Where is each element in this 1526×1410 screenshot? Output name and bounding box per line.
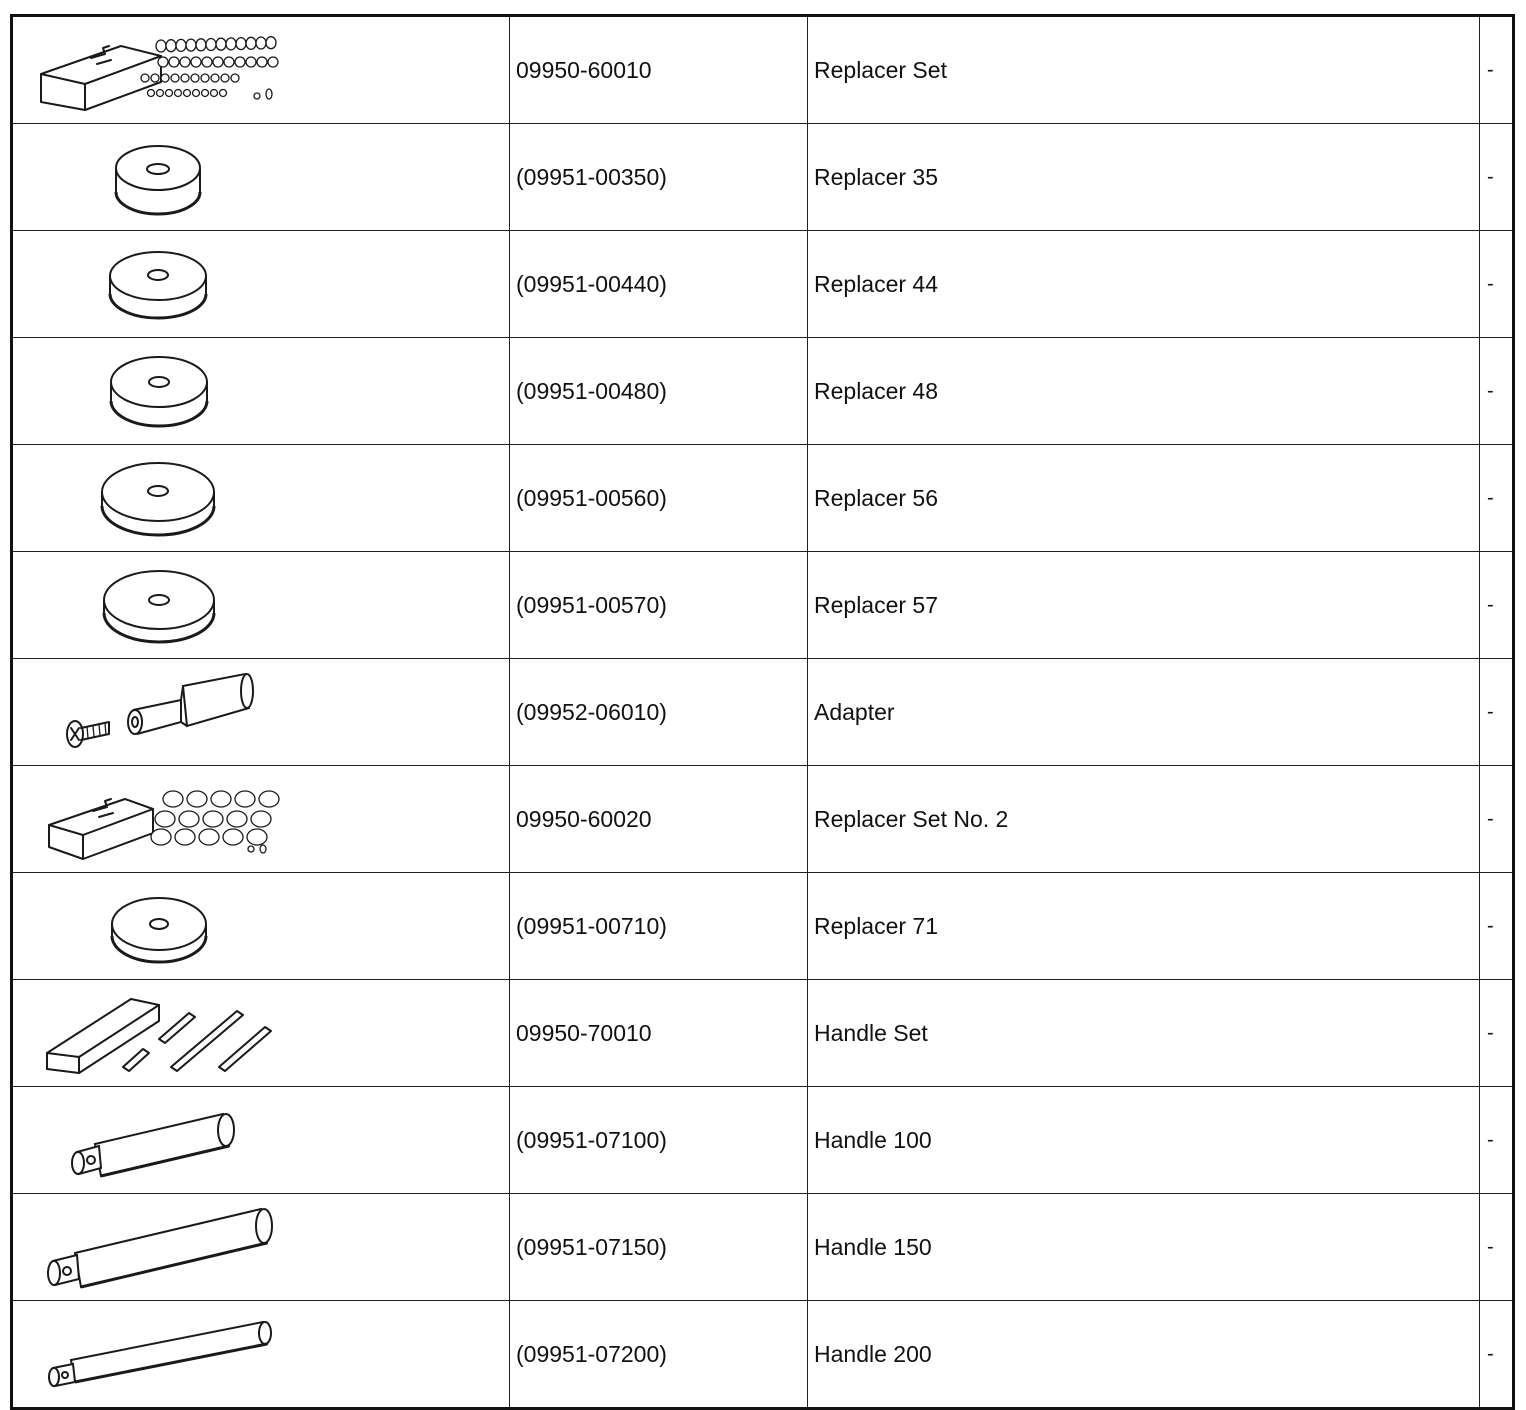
tool-number: (09951-00480) <box>510 338 808 445</box>
tool-name: Handle 200 <box>808 1301 1480 1409</box>
table-row <box>12 124 1514 231</box>
tool-illustration-cell <box>12 338 510 445</box>
tool-name: Replacer 71 <box>808 873 1480 980</box>
tool-extra: - <box>1480 338 1514 445</box>
tool-illustration-cell <box>12 124 510 231</box>
tool-illustration-cell <box>12 445 510 552</box>
table-row <box>12 1301 1514 1409</box>
tool-extra: - <box>1480 766 1514 873</box>
tool-name: Replacer Set <box>808 16 1480 124</box>
tool-number: 09950-60010 <box>510 16 808 124</box>
tool-illustration-cell <box>12 231 510 338</box>
table-row <box>12 338 1514 445</box>
tool-number: (09951-00350) <box>510 124 808 231</box>
tool-number: 09950-60020 <box>510 766 808 873</box>
replacer-disc-icon <box>13 446 509 550</box>
table-row <box>12 16 1514 124</box>
tool-illustration-cell <box>12 552 510 659</box>
tool-name: Adapter <box>808 659 1480 766</box>
tool-number: (09952-06010) <box>510 659 808 766</box>
replacer-disc-icon <box>13 553 509 657</box>
tool-extra: - <box>1480 445 1514 552</box>
tool-extra: - <box>1480 16 1514 124</box>
tool-extra: - <box>1480 1194 1514 1301</box>
table-row <box>12 552 1514 659</box>
tool-extra: - <box>1480 659 1514 766</box>
table-row <box>12 1087 1514 1194</box>
tool-number: (09951-07150) <box>510 1194 808 1301</box>
tool-name: Handle 150 <box>808 1194 1480 1301</box>
tool-illustration-cell <box>12 1194 510 1301</box>
tool-name: Replacer Set No. 2 <box>808 766 1480 873</box>
tool-illustration-cell <box>12 16 510 124</box>
tool-extra: - <box>1480 980 1514 1087</box>
handle-icon <box>13 1088 509 1192</box>
tool-name: Handle Set <box>808 980 1480 1087</box>
tool-name: Replacer 44 <box>808 231 1480 338</box>
tool-number: (09951-00440) <box>510 231 808 338</box>
table-row <box>12 445 1514 552</box>
replacer-disc-icon <box>13 125 509 229</box>
tool-name: Handle 100 <box>808 1087 1480 1194</box>
tool-illustration-cell <box>12 1087 510 1194</box>
tool-number: (09951-00570) <box>510 552 808 659</box>
replacer-disc-icon <box>13 874 509 978</box>
tool-illustration-cell <box>12 766 510 873</box>
replacer-disc-icon <box>13 232 509 336</box>
table-row <box>12 1194 1514 1301</box>
table-row <box>12 980 1514 1087</box>
tool-extra: - <box>1480 231 1514 338</box>
handle-icon <box>13 1302 509 1406</box>
tool-illustration-cell <box>12 659 510 766</box>
tool-name: Replacer 57 <box>808 552 1480 659</box>
tool-number: (09951-07100) <box>510 1087 808 1194</box>
replacer-set-icon <box>13 18 509 122</box>
tool-extra: - <box>1480 1301 1514 1409</box>
tool-extra: - <box>1480 124 1514 231</box>
tool-illustration-cell <box>12 980 510 1087</box>
tool-extra: - <box>1480 552 1514 659</box>
tool-number: (09951-00710) <box>510 873 808 980</box>
table-row <box>12 873 1514 980</box>
tool-name: Replacer 56 <box>808 445 1480 552</box>
table-row <box>12 659 1514 766</box>
tool-name: Replacer 35 <box>808 124 1480 231</box>
tool-number: (09951-00560) <box>510 445 808 552</box>
tool-illustration-cell <box>12 873 510 980</box>
replacer-set-2-icon <box>13 767 509 871</box>
adapter-icon <box>13 660 509 764</box>
handle-icon <box>13 1195 509 1299</box>
tool-illustration-cell <box>12 1301 510 1409</box>
tool-extra: - <box>1480 1087 1514 1194</box>
tool-number: 09950-70010 <box>510 980 808 1087</box>
replacer-disc-icon <box>13 339 509 443</box>
tool-number: (09951-07200) <box>510 1301 808 1409</box>
tool-name: Replacer 48 <box>808 338 1480 445</box>
special-tools-table <box>10 14 1515 1410</box>
handle-set-icon <box>13 981 509 1085</box>
table-row <box>12 766 1514 873</box>
table-row <box>12 231 1514 338</box>
tool-extra: - <box>1480 873 1514 980</box>
